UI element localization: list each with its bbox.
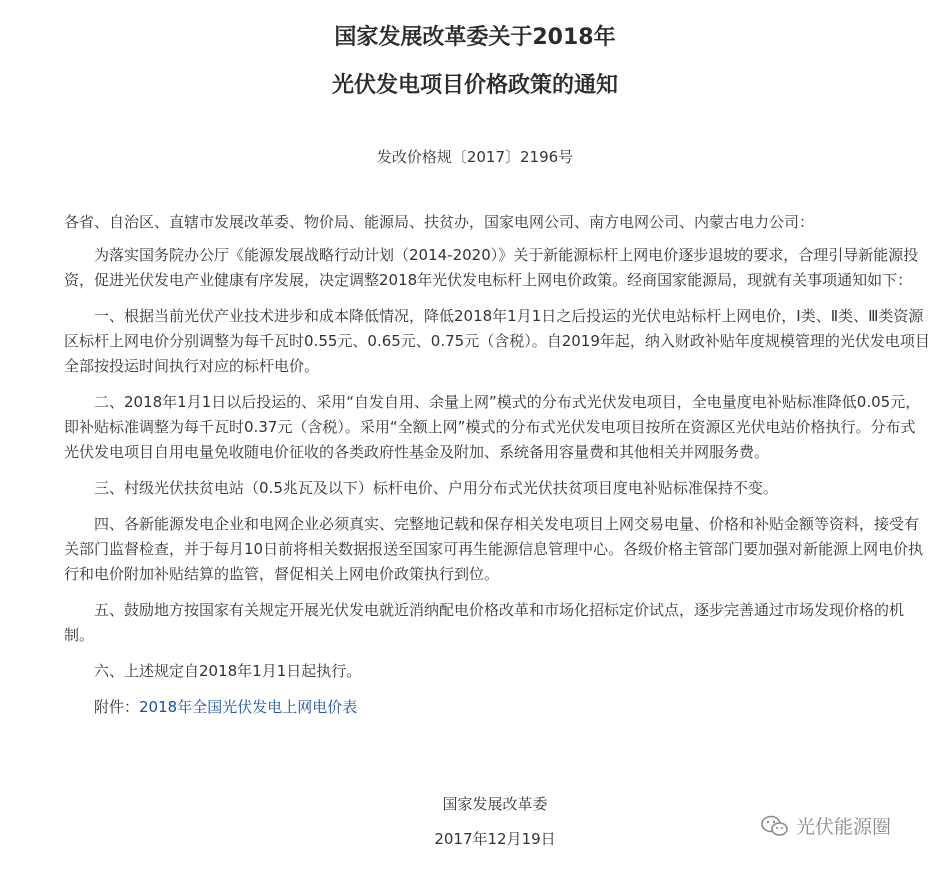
paragraph-intro: 为落实国务院办公厅《能源发展战略行动计划（2014-2020）》关于新能源标杆上网电价逐步退坡的要求，合理引导新能源投资，促进光伏发电产业健康有序发展，决定调整2018年光伏发电标杆上网电价政策。经商国家能源局，现就有关事项通知如下： (64, 246, 919, 289)
paragraph-1: 一、根据当前光伏产业技术进步和成本降低情况，降低2018年1月1日之后投运的光伏电站标杆上网电价，Ⅰ类、Ⅱ类、Ⅲ类资源区标杆上网电价分别调整为每千瓦时0.55元、0.65元、0.75元（含税）。自2019年起，纳入财政补贴年度规模管理的光伏发电项目全部按投运时间执行对应的标杆电价。 (64, 307, 930, 375)
paragraph-4: 四、各新能源发电企业和电网企业必须真实、完整地记载和保存相关发电项目上网交易电量、价格和补贴金额等资料，接受有关部门监督检查，并于每月10日前将相关数据报送至国家可再生能源信息管理中心。各级价格主管部门要加强对新能源上网电价执行和电价附加补贴结算的监管，督促相关上网电价政策执行到位。 (64, 515, 924, 583)
document-number: 发改价格规〔2017〕2196号 (376, 148, 574, 166)
paragraph-3: 三、村级光伏扶贫电站（0.5兆瓦及以下）标杆电价、户用分布式光伏扶贫项目度电补贴标准保持不变。 (94, 479, 778, 497)
document-body (64, 210, 930, 731)
paragraph-5: 五、鼓励地方按国家有关规定开展光伏发电就近消纳配电价格改革和市场化招标定价试点，逐步完善通过市场发现价格的机制。 (64, 601, 905, 644)
wechat-icon (760, 814, 790, 838)
attachment (64, 695, 930, 720)
watermark-text: 光伏能源圈 (796, 816, 892, 838)
attachment-label: 附件： (94, 698, 140, 716)
document-title-line-1: 国家发展改革委关于2018年 (334, 25, 616, 50)
addressee: 各省、自治区、直辖市发展改革委、物价局、能源局、扶贫办，国家电网公司、南方电网公司、内蒙古电力公司： (64, 213, 815, 231)
attachment-link[interactable]: 2018年全国光伏发电上网电价表 (139, 698, 358, 716)
paragraph-6: 六、上述规定自2018年1月1日起执行。 (94, 662, 362, 680)
watermark (760, 812, 891, 839)
signature-date: 2017年12月19日 (434, 830, 556, 848)
document-title-line-2: 光伏发电项目价格政策的通知 (331, 73, 618, 98)
paragraph-2: 二、2018年1月1日以后投运的、采用“自发自用、余量上网”模式的分布式光伏发电项目，全电量度电补贴标准降低0.05元，即补贴标准调整为每千瓦时0.37元（含税）。采用“全额上网”模式的分布式光伏发电项目按所在资源区光伏电站价格执行。分布式光伏发电项目自用电量免收随电价征收的各类政府性基金及附加、系统备用容量费和其他相关并网服务费。 (64, 393, 921, 461)
signature-organization: 国家发展改革委 (442, 795, 548, 813)
